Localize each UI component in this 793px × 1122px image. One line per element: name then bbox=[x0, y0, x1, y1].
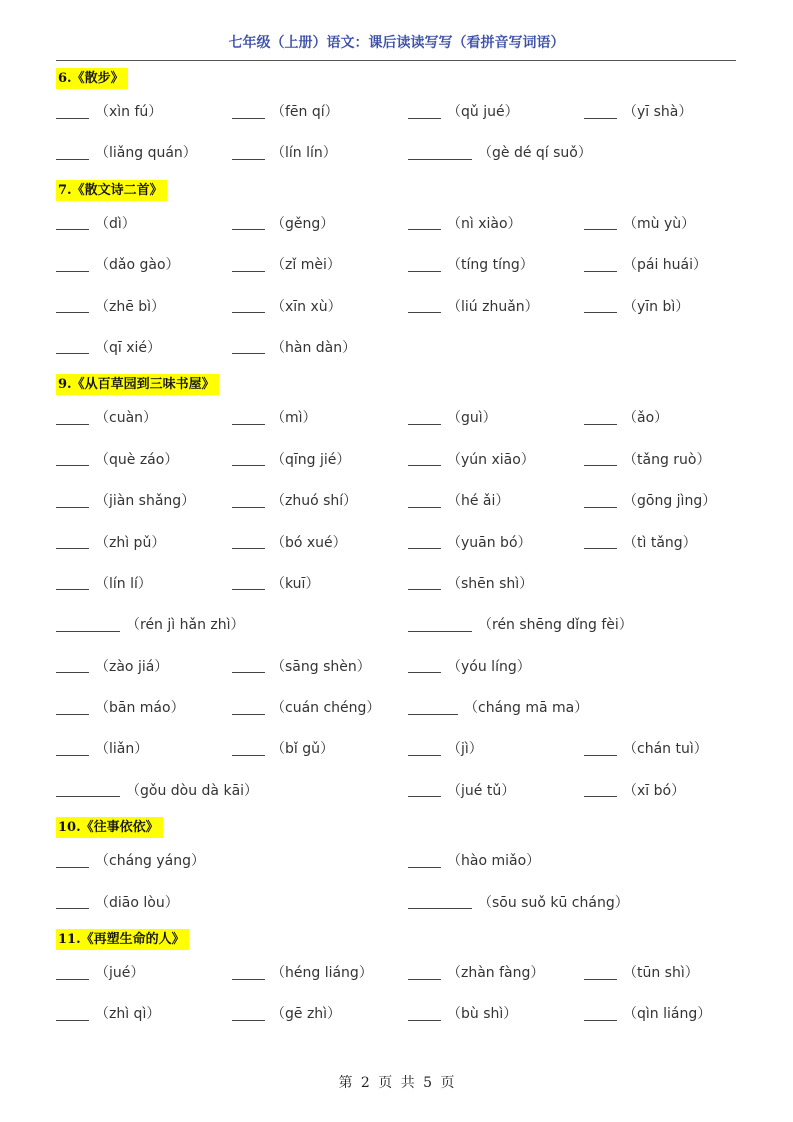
pinyin-exercise bbox=[56, 490, 195, 510]
pinyin-prompt: （zhē bì） bbox=[95, 298, 166, 315]
pinyin-prompt: （diāo lòu） bbox=[95, 894, 179, 911]
lesson-section bbox=[56, 370, 746, 813]
pinyin-exercise bbox=[56, 614, 245, 634]
pinyin-exercise bbox=[584, 213, 695, 233]
answer-blank[interactable] bbox=[56, 658, 89, 673]
pinyin-exercise bbox=[56, 449, 178, 469]
pinyin-prompt: （cuàn） bbox=[95, 410, 158, 427]
answer-blank[interactable] bbox=[408, 410, 441, 425]
page-footer: 第 2 页 共 5 页 bbox=[338, 1075, 455, 1091]
answer-blank[interactable] bbox=[408, 965, 441, 980]
pinyin-prompt: （gē zhì） bbox=[271, 1006, 342, 1023]
pinyin-prompt: （pái huái） bbox=[623, 257, 708, 274]
pinyin-exercise bbox=[232, 490, 357, 510]
pinyin-prompt: （xìn fú） bbox=[95, 104, 163, 120]
answer-blank[interactable] bbox=[56, 894, 89, 909]
pinyin-prompt: （rén jì hǎn zhì） bbox=[126, 617, 245, 634]
pinyin-exercise bbox=[584, 780, 685, 800]
pinyin-exercise bbox=[56, 407, 157, 427]
answer-blank[interactable] bbox=[584, 104, 617, 119]
answer-blank[interactable] bbox=[56, 104, 89, 119]
answer-blank[interactable] bbox=[56, 339, 89, 354]
answer-blank[interactable] bbox=[56, 853, 89, 868]
pinyin-prompt: （tūn shì） bbox=[623, 965, 699, 982]
answer-blank[interactable] bbox=[56, 215, 89, 230]
answer-blank[interactable] bbox=[232, 298, 265, 313]
answer-blank[interactable] bbox=[408, 451, 441, 466]
pinyin-exercise bbox=[408, 407, 497, 427]
pinyin-prompt: （gōng jìng） bbox=[623, 493, 717, 510]
pinyin-exercise bbox=[232, 1003, 341, 1023]
answer-blank[interactable] bbox=[408, 534, 441, 549]
pinyin-prompt: （yī shà） bbox=[623, 104, 693, 120]
exercise-row bbox=[56, 93, 746, 134]
answer-blank[interactable] bbox=[232, 215, 265, 230]
answer-blank[interactable] bbox=[56, 298, 89, 313]
exercise-row bbox=[56, 441, 746, 482]
pinyin-exercise bbox=[232, 962, 373, 982]
pinyin-prompt: （yīn bì） bbox=[623, 298, 690, 315]
answer-blank[interactable] bbox=[408, 853, 441, 868]
pinyin-exercise bbox=[232, 573, 319, 593]
answer-blank[interactable] bbox=[232, 1006, 265, 1021]
exercise-row bbox=[56, 772, 746, 813]
pinyin-exercise bbox=[56, 738, 148, 758]
exercise-row bbox=[56, 954, 746, 995]
answer-blank[interactable] bbox=[408, 493, 441, 508]
pinyin-prompt: （zào jiá） bbox=[95, 658, 169, 675]
pinyin-prompt: （zhuó shí） bbox=[271, 493, 358, 510]
pinyin-prompt: （rén shēng dǐng fèi） bbox=[478, 617, 633, 634]
exercise-row bbox=[56, 329, 746, 370]
pinyin-prompt: （bù shì） bbox=[447, 1006, 518, 1023]
pinyin-prompt: （hàn dàn） bbox=[271, 339, 357, 356]
answer-blank[interactable] bbox=[408, 1006, 441, 1021]
answer-blank[interactable] bbox=[232, 339, 265, 354]
answer-blank[interactable] bbox=[56, 451, 89, 466]
section-title: 9.《从百草园到三味书屋》 bbox=[56, 374, 219, 395]
pinyin-exercise bbox=[408, 892, 629, 912]
pinyin-prompt: （yuān bó） bbox=[447, 534, 532, 551]
lesson-section bbox=[56, 64, 746, 176]
header-divider bbox=[56, 60, 736, 61]
pinyin-exercise bbox=[56, 532, 165, 552]
answer-blank[interactable] bbox=[56, 257, 89, 272]
answer-blank[interactable] bbox=[408, 145, 472, 160]
pinyin-prompt: （guì） bbox=[447, 410, 497, 427]
pinyin-exercise bbox=[232, 101, 339, 121]
pinyin-exercise bbox=[408, 697, 588, 717]
answer-blank[interactable] bbox=[232, 575, 265, 590]
exercise-row bbox=[56, 205, 746, 246]
pinyin-exercise bbox=[56, 142, 197, 162]
section-title-row bbox=[56, 925, 746, 954]
answer-blank[interactable] bbox=[232, 534, 265, 549]
pinyin-exercise bbox=[232, 738, 334, 758]
pinyin-prompt: （bó xué） bbox=[271, 534, 347, 551]
answer-blank[interactable] bbox=[584, 257, 617, 272]
pinyin-prompt: （hé ǎi） bbox=[447, 493, 510, 510]
pinyin-prompt: （zhì pǔ） bbox=[95, 534, 166, 551]
pinyin-prompt: （tíng tíng） bbox=[447, 257, 534, 274]
pinyin-exercise bbox=[56, 573, 152, 593]
exercise-row bbox=[56, 288, 746, 329]
answer-blank[interactable] bbox=[56, 493, 89, 508]
pinyin-prompt: （fēn qí） bbox=[271, 104, 339, 120]
pinyin-prompt: （shēn shì） bbox=[447, 575, 534, 592]
pinyin-exercise bbox=[56, 697, 185, 717]
pinyin-exercise bbox=[56, 101, 162, 121]
pinyin-prompt: （mì） bbox=[271, 410, 317, 427]
pinyin-prompt: （tì tǎng） bbox=[623, 534, 697, 551]
answer-blank[interactable] bbox=[56, 965, 89, 980]
pinyin-prompt: （lín lín） bbox=[271, 145, 337, 162]
pinyin-prompt: （kuī） bbox=[271, 575, 320, 592]
answer-blank[interactable] bbox=[232, 410, 265, 425]
answer-blank[interactable] bbox=[408, 215, 441, 230]
pinyin-exercise bbox=[584, 962, 699, 982]
pinyin-exercise bbox=[232, 142, 337, 162]
answer-blank[interactable] bbox=[56, 700, 89, 715]
pinyin-prompt: （què záo） bbox=[95, 451, 179, 468]
section-title: 6.《散步》 bbox=[56, 68, 128, 89]
lesson-section bbox=[56, 813, 746, 925]
pinyin-prompt: （sōu suǒ kū cháng） bbox=[478, 894, 629, 911]
pinyin-exercise bbox=[56, 962, 144, 982]
pinyin-prompt: （cháng mā ma） bbox=[464, 700, 589, 717]
pinyin-exercise bbox=[408, 614, 633, 634]
pinyin-exercise bbox=[232, 407, 317, 427]
answer-blank[interactable] bbox=[584, 741, 617, 756]
section-title: 10.《往事依依》 bbox=[56, 817, 163, 838]
answer-blank[interactable] bbox=[56, 1006, 89, 1021]
pinyin-prompt: （zhì qì） bbox=[95, 1006, 161, 1023]
answer-blank[interactable] bbox=[584, 534, 617, 549]
pinyin-prompt: （gǒu dòu dà kāi） bbox=[126, 782, 259, 799]
pinyin-prompt: （gěng） bbox=[271, 215, 335, 232]
answer-blank[interactable] bbox=[232, 493, 265, 508]
answer-blank[interactable] bbox=[232, 451, 265, 466]
pinyin-prompt: （xī bó） bbox=[623, 782, 686, 799]
pinyin-prompt: （chán tuì） bbox=[623, 741, 708, 758]
answer-blank[interactable] bbox=[56, 410, 89, 425]
answer-blank[interactable] bbox=[56, 534, 89, 549]
pinyin-exercise bbox=[584, 738, 708, 758]
answer-blank[interactable] bbox=[56, 145, 89, 160]
exercise-row bbox=[56, 606, 746, 647]
pinyin-exercise bbox=[232, 213, 334, 233]
pinyin-exercise bbox=[408, 296, 539, 316]
pinyin-exercise bbox=[408, 142, 592, 162]
answer-blank[interactable] bbox=[232, 145, 265, 160]
exercise-row bbox=[56, 399, 746, 440]
worksheet-body bbox=[56, 64, 746, 1037]
answer-blank[interactable] bbox=[408, 575, 441, 590]
answer-blank[interactable] bbox=[584, 451, 617, 466]
pinyin-prompt: （qīng jié） bbox=[271, 451, 351, 468]
pinyin-exercise bbox=[408, 780, 515, 800]
answer-blank[interactable] bbox=[408, 617, 472, 632]
pinyin-prompt: （hào miǎo） bbox=[447, 853, 541, 870]
section-title-row bbox=[56, 176, 746, 205]
pinyin-prompt: （yóu líng） bbox=[447, 658, 531, 675]
answer-blank[interactable] bbox=[408, 700, 458, 715]
exercise-row bbox=[56, 246, 746, 287]
pinyin-prompt: （xīn xù） bbox=[271, 298, 342, 315]
pinyin-exercise bbox=[408, 490, 509, 510]
pinyin-prompt: （zǐ mèi） bbox=[271, 257, 341, 274]
answer-blank[interactable] bbox=[232, 658, 265, 673]
section-title: 11.《再塑生命的人》 bbox=[56, 929, 189, 950]
section-title-row bbox=[56, 64, 746, 93]
answer-blank[interactable] bbox=[56, 782, 120, 797]
pinyin-exercise bbox=[408, 101, 519, 121]
exercise-row bbox=[56, 134, 746, 175]
pinyin-prompt: （yún xiāo） bbox=[447, 451, 535, 468]
answer-blank[interactable] bbox=[408, 741, 441, 756]
pinyin-exercise bbox=[232, 532, 347, 552]
pinyin-prompt: （dì） bbox=[95, 215, 136, 232]
pinyin-prompt: （qī xié） bbox=[95, 339, 162, 356]
pinyin-prompt: （qìn liáng） bbox=[623, 1006, 712, 1023]
pinyin-prompt: （cháng yáng） bbox=[95, 853, 205, 870]
pinyin-prompt: （jué tǔ） bbox=[447, 782, 516, 799]
answer-blank[interactable] bbox=[584, 298, 617, 313]
answer-blank[interactable] bbox=[56, 575, 89, 590]
exercise-row bbox=[56, 995, 746, 1036]
pinyin-exercise bbox=[56, 892, 179, 912]
pinyin-exercise bbox=[408, 962, 544, 982]
answer-blank[interactable] bbox=[584, 410, 617, 425]
section-title-row bbox=[56, 370, 746, 399]
pinyin-exercise bbox=[408, 656, 531, 676]
pinyin-exercise bbox=[584, 532, 697, 552]
exercise-row bbox=[56, 842, 746, 883]
pinyin-exercise bbox=[232, 254, 341, 274]
pinyin-exercise bbox=[232, 656, 371, 676]
pinyin-exercise bbox=[408, 532, 532, 552]
pinyin-prompt: （nì xiào） bbox=[447, 215, 522, 232]
lesson-section bbox=[56, 925, 746, 1037]
answer-blank[interactable] bbox=[584, 1006, 617, 1021]
pinyin-exercise bbox=[584, 296, 689, 316]
pinyin-prompt: （tǎng ruò） bbox=[623, 451, 711, 468]
exercise-row bbox=[56, 565, 746, 606]
pinyin-prompt: （liǎn） bbox=[95, 741, 149, 758]
pinyin-prompt: （jué） bbox=[95, 965, 145, 982]
pinyin-exercise bbox=[584, 101, 692, 121]
pinyin-prompt: （lín lí） bbox=[95, 575, 152, 592]
pinyin-exercise bbox=[408, 254, 534, 274]
answer-blank[interactable] bbox=[408, 257, 441, 272]
answer-blank[interactable] bbox=[584, 215, 617, 230]
pinyin-prompt: （zhàn fàng） bbox=[447, 965, 545, 982]
pinyin-exercise bbox=[56, 1003, 160, 1023]
pinyin-exercise bbox=[584, 1003, 711, 1023]
answer-blank[interactable] bbox=[584, 493, 617, 508]
answer-blank[interactable] bbox=[232, 965, 265, 980]
answer-blank[interactable] bbox=[408, 298, 441, 313]
pinyin-prompt: （liú zhuǎn） bbox=[447, 298, 539, 315]
lesson-section bbox=[56, 176, 746, 371]
pinyin-exercise bbox=[56, 656, 168, 676]
section-title: 7.《散文诗二首》 bbox=[56, 180, 167, 201]
pinyin-exercise bbox=[232, 296, 342, 316]
pinyin-exercise bbox=[232, 697, 380, 717]
answer-blank[interactable] bbox=[408, 782, 441, 797]
pinyin-prompt: （jì） bbox=[447, 741, 483, 758]
answer-blank[interactable] bbox=[584, 965, 617, 980]
pinyin-prompt: （mù yù） bbox=[623, 215, 696, 232]
answer-blank[interactable] bbox=[232, 700, 265, 715]
pinyin-prompt: （jiàn shǎng） bbox=[95, 493, 196, 510]
pinyin-prompt: （bān máo） bbox=[95, 700, 185, 717]
pinyin-exercise bbox=[408, 573, 533, 593]
pinyin-prompt: （bǐ gǔ） bbox=[271, 741, 334, 758]
pinyin-exercise bbox=[408, 213, 522, 233]
exercise-row bbox=[56, 689, 746, 730]
exercise-row bbox=[56, 482, 746, 523]
exercise-row bbox=[56, 524, 746, 565]
pinyin-prompt: （sāng shèn） bbox=[271, 658, 371, 675]
pinyin-exercise bbox=[408, 738, 483, 758]
answer-blank[interactable] bbox=[56, 617, 120, 632]
pinyin-exercise bbox=[584, 254, 707, 274]
answer-blank[interactable] bbox=[232, 104, 265, 119]
pinyin-prompt: （gè dé qí suǒ） bbox=[478, 145, 592, 162]
pinyin-exercise bbox=[584, 449, 710, 469]
pinyin-exercise bbox=[584, 407, 668, 427]
pinyin-exercise bbox=[232, 449, 350, 469]
answer-blank[interactable] bbox=[584, 782, 617, 797]
pinyin-exercise bbox=[408, 1003, 517, 1023]
pinyin-exercise bbox=[56, 780, 258, 800]
page-header-title: 七年级（上册）语文：课后读读写写（看拼音写词语） bbox=[228, 35, 565, 51]
section-title-row bbox=[56, 813, 746, 842]
pinyin-prompt: （ǎo） bbox=[623, 410, 669, 427]
answer-blank[interactable] bbox=[232, 257, 265, 272]
pinyin-prompt: （héng liáng） bbox=[271, 965, 373, 982]
pinyin-exercise bbox=[56, 213, 136, 233]
answer-blank[interactable] bbox=[408, 894, 472, 909]
exercise-row bbox=[56, 648, 746, 689]
pinyin-prompt: （qǔ jué） bbox=[447, 104, 519, 120]
pinyin-exercise bbox=[584, 490, 716, 510]
pinyin-exercise bbox=[56, 337, 161, 357]
exercise-row bbox=[56, 884, 746, 925]
answer-blank[interactable] bbox=[408, 658, 441, 673]
pinyin-exercise bbox=[408, 449, 535, 469]
pinyin-exercise bbox=[56, 254, 180, 274]
answer-blank[interactable] bbox=[408, 104, 441, 119]
answer-blank[interactable] bbox=[232, 741, 265, 756]
pinyin-exercise bbox=[408, 850, 540, 870]
pinyin-exercise bbox=[56, 850, 205, 870]
pinyin-prompt: （dǎo gào） bbox=[95, 257, 180, 274]
pinyin-exercise bbox=[232, 337, 356, 357]
exercise-row bbox=[56, 730, 746, 771]
pinyin-prompt: （liǎng quán） bbox=[95, 145, 197, 162]
answer-blank[interactable] bbox=[56, 741, 89, 756]
pinyin-exercise bbox=[56, 296, 165, 316]
pinyin-prompt: （cuán chéng） bbox=[271, 700, 381, 717]
